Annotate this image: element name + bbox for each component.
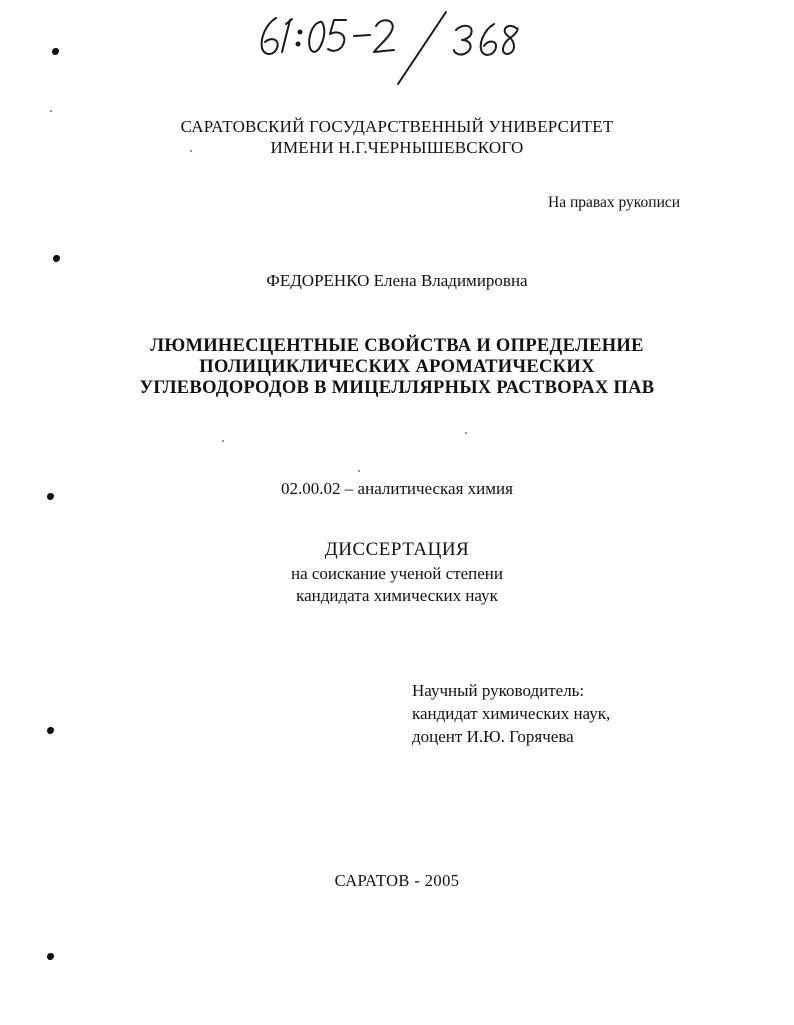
binding-mark [52,48,59,55]
supervisor-block [412,679,610,748]
degree-line-2: кандидата химических наук [296,586,498,605]
university-name [0,116,794,158]
degree-line-1: на соискание ученой степени [290,564,504,583]
city-year: САРАТОВ - 2005 [334,871,460,890]
university-line-2: ИМЕНИ Н.Г.ЧЕРНЫШЕВСКОГО [270,138,524,157]
specialty-code: 02.00.02 – аналитическая химия [281,479,513,498]
title-line-2: ПОЛИЦИКЛИЧЕСКИХ АРОМАТИЧЕСКИХ [199,357,595,377]
binding-mark [47,727,54,734]
scan-speck [358,470,360,472]
dissertation-heading: ДИССЕРТАЦИЯ [324,539,470,560]
scan-speck [222,440,224,442]
author-name: ФЕДОРЕНКО Елена Владимировна [266,271,528,290]
scan-speck [50,110,52,112]
supervisor-name: доцент И.Ю. Горячева [412,727,574,746]
title-line-3: УГЛЕВОДОРОДОВ В МИЦЕЛЛЯРНЫХ РАСТВОРАХ ПАВ [139,378,655,398]
handwritten-archive-number [250,6,550,86]
supervisor-label: Научный руководитель: [412,681,585,700]
scan-speck [465,432,467,434]
binding-mark [53,255,60,262]
university-line-1: САРАТОВСКИЙ ГОСУДАРСТВЕННЫЙ УНИВЕРСИТЕТ [180,117,614,136]
manuscript-rights: На правах рукописи [548,194,681,211]
binding-mark [47,953,54,960]
dissertation-title [0,336,794,399]
supervisor-degree: кандидат химических наук, [412,704,611,723]
title-line-1: ЛЮМИНЕСЦЕНТНЫЕ СВОЙСТВА И ОПРЕДЕЛЕНИЕ [150,336,644,356]
